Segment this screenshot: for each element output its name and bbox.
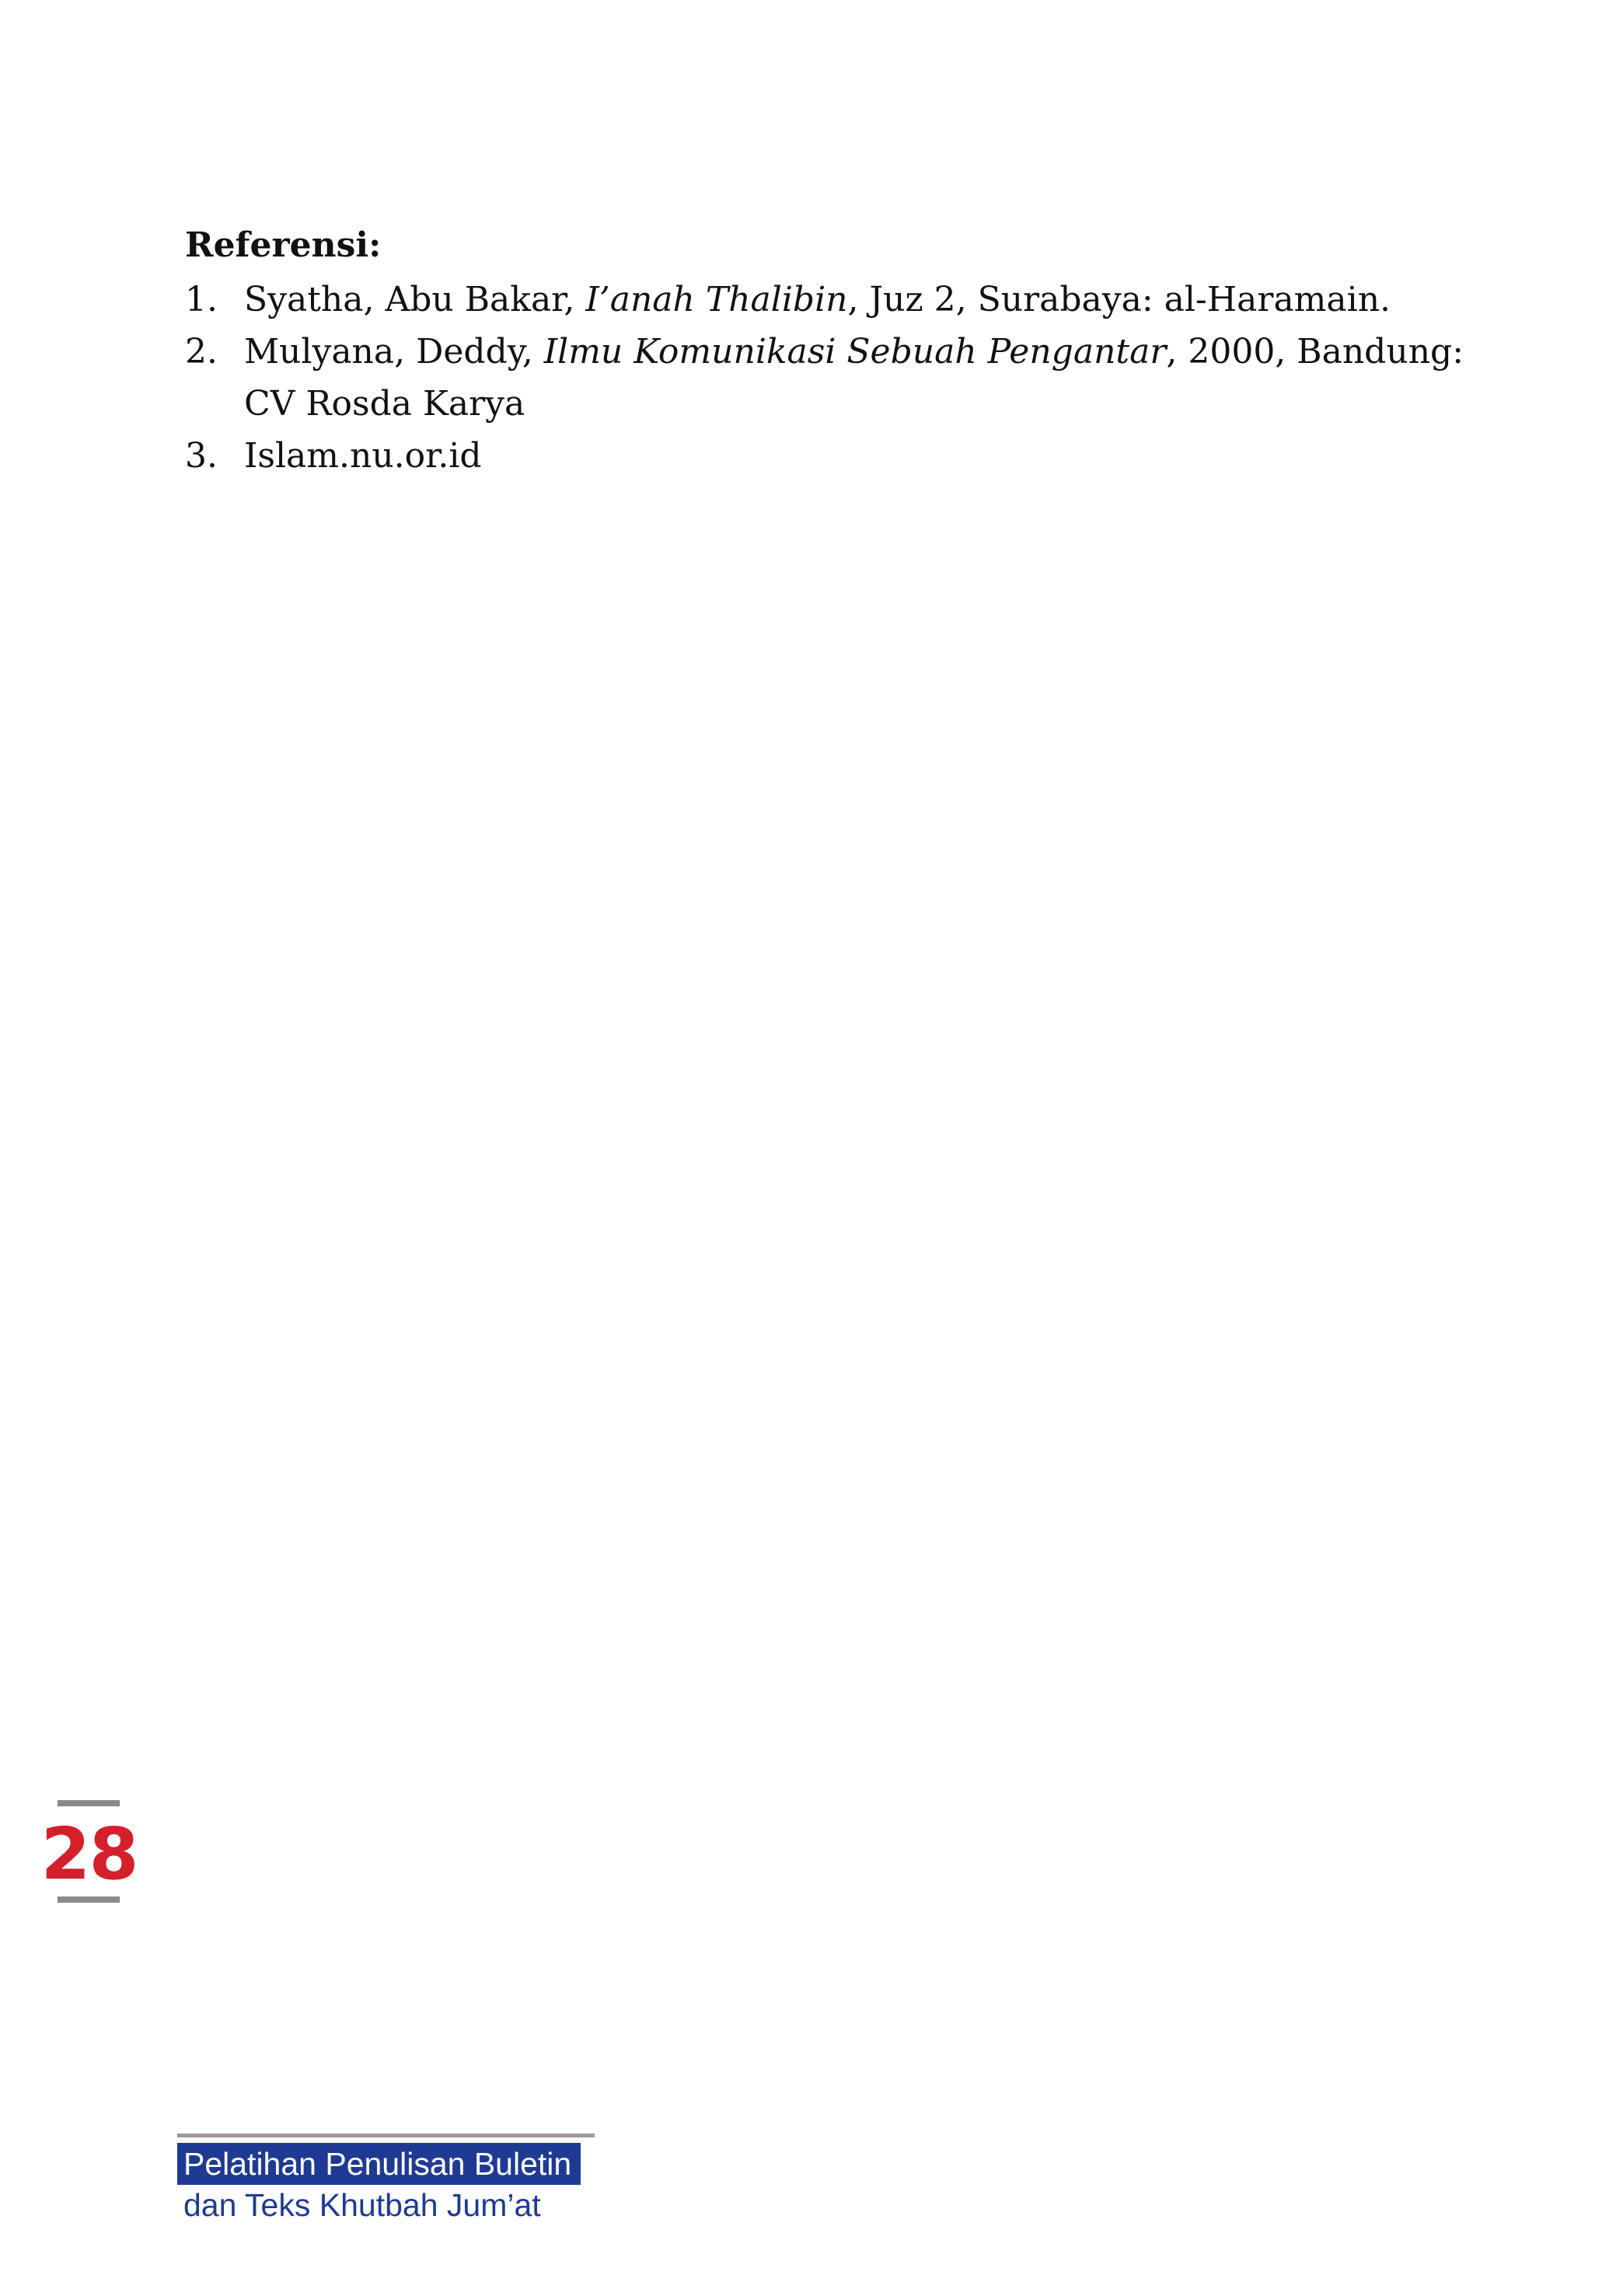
reference-details: , Juz 2, Surabaya: al-Haramain.: [847, 280, 1391, 319]
reference-number: 1.: [185, 280, 218, 319]
reference-text: [244, 326, 1468, 430]
reference-item-2: [185, 326, 1468, 430]
reference-title: Ilmu Komunikasi Sebuah Pengantar: [543, 332, 1167, 372]
reference-title: I’anah Thalibin: [585, 280, 848, 319]
page-number-bottom-rule: [58, 1896, 120, 1903]
reference-details: , 2000, Bandung: CV Rosda Karya: [244, 332, 1464, 424]
footer-subtitle: dan Teks Khutbah Jum’at: [183, 2187, 541, 2223]
footer-rule: [177, 2134, 595, 2137]
references-list: [185, 274, 1468, 482]
reference-number: 2.: [185, 332, 218, 372]
reference-item-1: [185, 274, 1468, 326]
reference-item-3: [185, 430, 1468, 482]
reference-author: Syatha, Abu Bakar,: [244, 280, 586, 319]
page-number-top-rule: [58, 1800, 120, 1806]
references-heading: Referensi:: [185, 225, 382, 265]
reference-author: Islam.nu.or.id: [244, 436, 482, 476]
reference-text: [244, 430, 1468, 482]
page-number-block: [40, 1800, 141, 1909]
page-number: 28: [40, 1813, 138, 1896]
reference-author: Mulyana, Deddy,: [244, 332, 544, 372]
reference-number: 3.: [185, 436, 218, 476]
references-section: [185, 218, 1468, 482]
page-footer: [177, 2134, 597, 2225]
footer-title: Pelatihan Penulisan Buletin: [177, 2143, 581, 2185]
reference-text: [244, 274, 1468, 326]
